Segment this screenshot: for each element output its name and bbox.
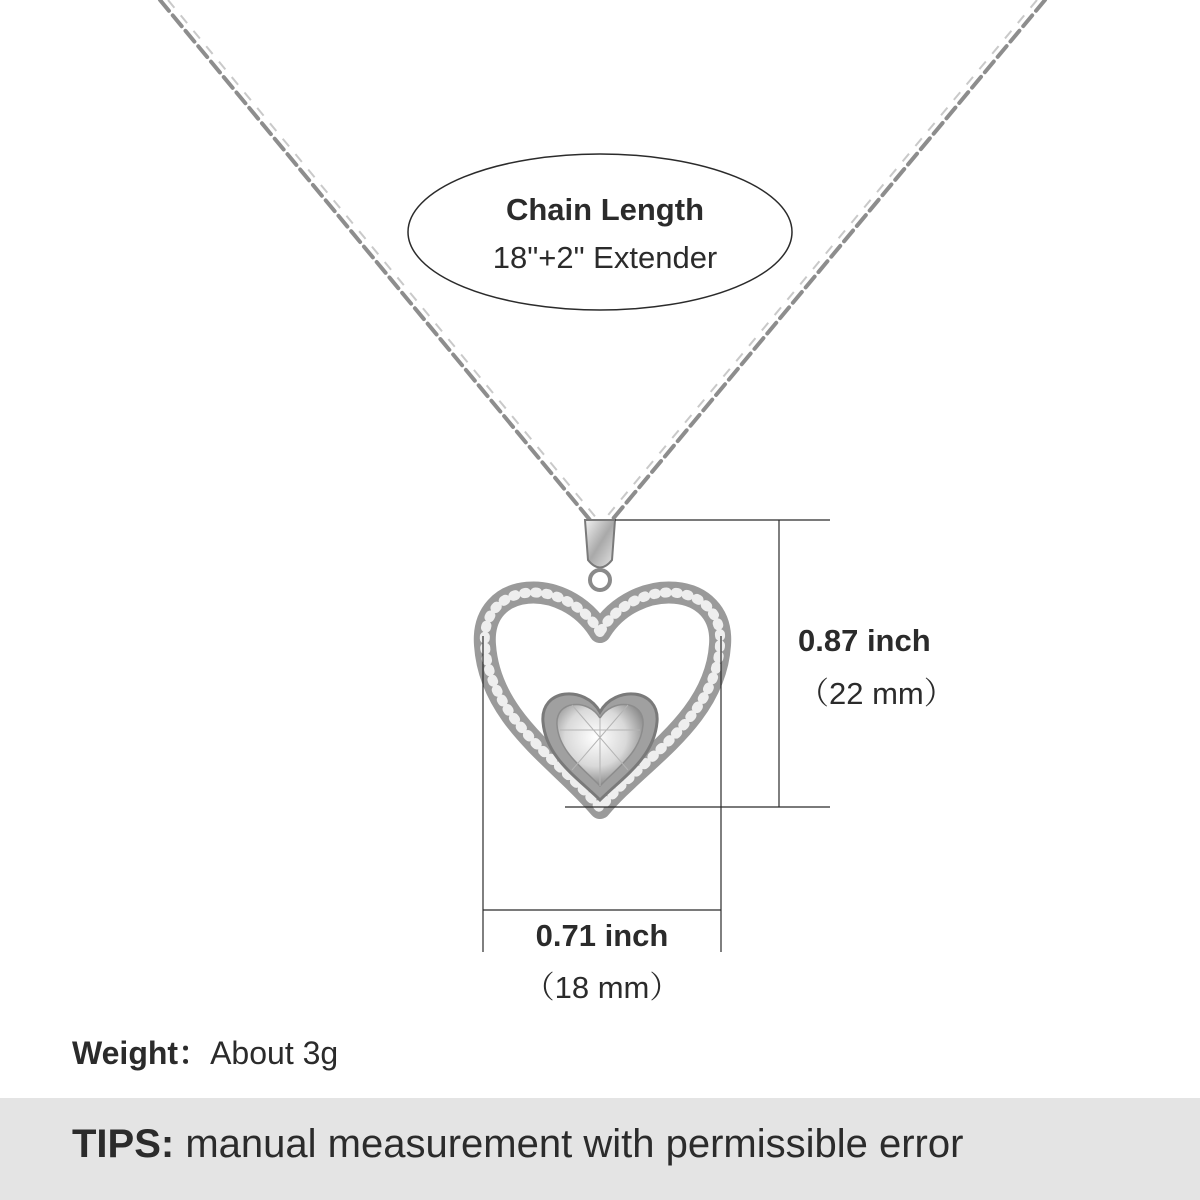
height-mm-label: （22 mm） bbox=[798, 676, 955, 711]
tips-label: TIPS: bbox=[72, 1122, 175, 1166]
pendant-bail bbox=[585, 520, 615, 590]
width-mm-label: （18 mm） bbox=[523, 970, 681, 1005]
weight-value: About 3g bbox=[210, 1035, 339, 1071]
weight-label: Weight： bbox=[72, 1035, 211, 1071]
chain-length-value: 18"+2" Extender bbox=[492, 240, 718, 275]
width-inch-label: 0.71 inch bbox=[535, 918, 669, 953]
tips-note bbox=[72, 1122, 963, 1167]
height-inch-label: 0.87 inch bbox=[798, 623, 931, 658]
tips-text: manual measurement with permissible error bbox=[185, 1122, 964, 1166]
inner-heart-gem bbox=[543, 694, 657, 800]
chain-length-title: Chain Length bbox=[505, 192, 705, 227]
chain-length-callout bbox=[408, 154, 792, 310]
weight-info bbox=[72, 1028, 338, 1074]
